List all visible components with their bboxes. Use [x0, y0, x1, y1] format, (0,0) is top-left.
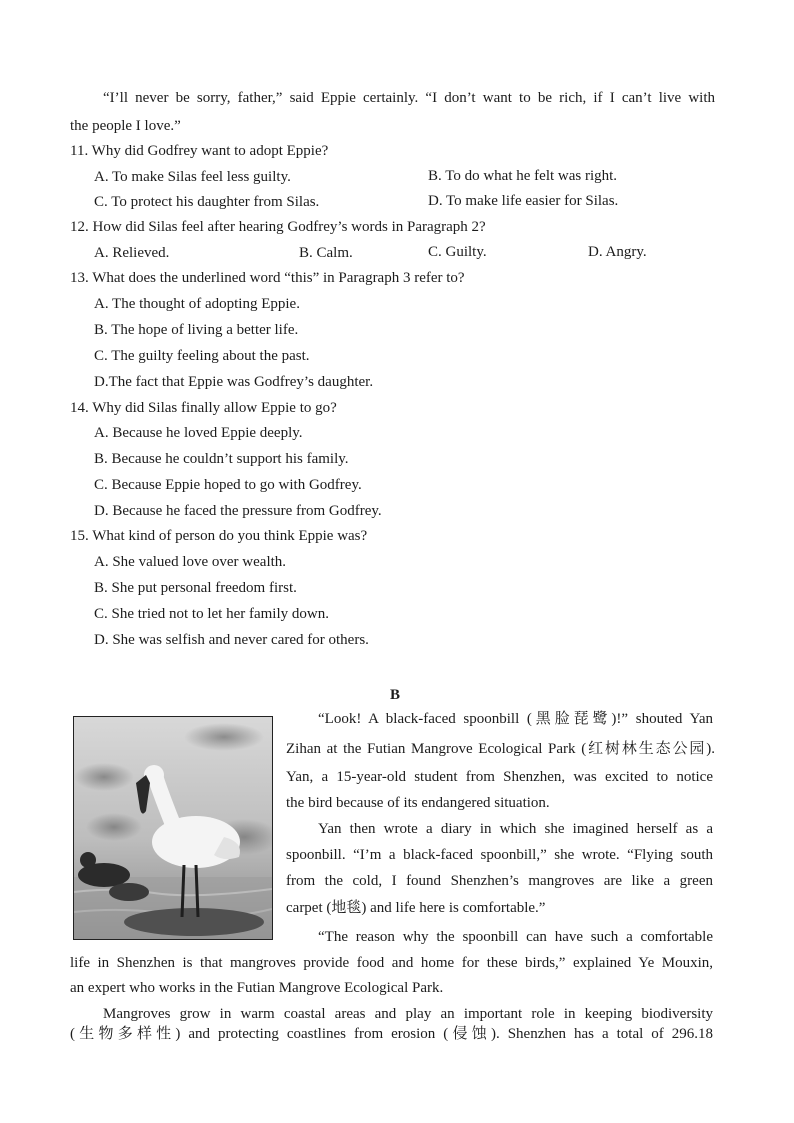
section-b-line-6: spoonbill. “I’m a black-faced spoonbill,” she wrote. “Flying south [286, 847, 713, 863]
section-b-line-4: the bird because of its endangered situation. [286, 795, 550, 811]
q15-option-a: A. She valued love over wealth. [94, 554, 287, 570]
q14-option-b: B. Because he couldn’t support his family. [94, 451, 349, 467]
q13-option-c: C. The guilty feeling about the past. [94, 348, 310, 364]
q12-option-c: C. Guilty. [428, 244, 487, 260]
question-14-stem: 14. Why did Silas finally allow Eppie to go? [70, 400, 337, 416]
section-b-line-12: Mangroves grow in warm coastal areas and play an important role in keeping biodiversity [103, 1006, 713, 1022]
section-b-line-10: life in Shenzhen is that mangroves provide food and home for these birds,” explained Ye Mouxin, [70, 955, 713, 971]
q11-option-a: A. To make Silas feel less guilty. [94, 169, 291, 185]
section-b-line-13: (生物多样性) and protecting coastlines from erosion (侵蚀). Shenzhen has a total of 296.18 [70, 1026, 713, 1042]
q12-option-b: B. Calm. [299, 245, 353, 261]
q15-option-c: C. She tried not to let her family down. [94, 606, 329, 622]
passage-a-line-2: the people I love.” [70, 118, 181, 134]
section-b-line-5: Yan then wrote a diary in which she imagined herself as a [318, 821, 713, 837]
question-15-stem: 15. What kind of person do you think Eppie was? [70, 528, 368, 544]
q11-option-d: D. To make life easier for Silas. [428, 193, 619, 209]
section-b-line-7: from the cold, I found Shenzhen’s mangroves are like a green [286, 873, 713, 889]
question-13-stem: 13. What does the underlined word “this” in Paragraph 3 refer to? [70, 270, 465, 286]
q15-option-b: B. She put personal freedom first. [94, 580, 297, 596]
passage-a-line-1: “I’ll never be sorry, father,” said Eppie certainly. “I don’t want to be rich, if I can’t live with [103, 90, 715, 106]
q14-option-a: A. Because he loved Eppie deeply. [94, 425, 303, 441]
q13-option-d: D.The fact that Eppie was Godfrey’s daughter. [94, 374, 374, 390]
q14-option-d: D. Because he faced the pressure from Godfrey. [94, 503, 382, 519]
section-b-line-9: “The reason why the spoonbill can have such a comfortable [318, 929, 713, 945]
q11-option-c: C. To protect his daughter from Silas. [94, 194, 320, 210]
section-b-line-1: “Look! A black-faced spoonbill (黑脸琵鹭)!” shouted Yan [318, 711, 713, 727]
section-b-line-8: carpet (地毯) and life here is comfortable.” [286, 900, 546, 916]
q11-option-b: B. To do what he felt was right. [428, 168, 618, 184]
section-b-line-3: Yan, a 15-year-old student from Shenzhen, was excited to notice [286, 769, 713, 785]
section-b-heading: B [389, 687, 400, 703]
q13-option-b: B. The hope of living a better life. [94, 322, 299, 338]
q14-option-c: C. Because Eppie hoped to go with Godfrey. [94, 477, 362, 493]
question-12-stem: 12. How did Silas feel after hearing Godfrey’s words in Paragraph 2? [70, 219, 486, 235]
spoonbill-photo [73, 716, 273, 940]
q12-option-d: D. Angry. [588, 244, 647, 260]
question-11-stem: 11. Why did Godfrey want to adopt Eppie? [70, 143, 329, 159]
q12-option-a: A. Relieved. [94, 245, 170, 261]
q15-option-d: D. She was selfish and never cared for others. [94, 632, 369, 648]
q13-option-a: A. The thought of adopting Eppie. [94, 296, 300, 312]
section-b-line-2: Zihan at the Futian Mangrove Ecological Park (红树林生态公园). [286, 741, 715, 757]
section-b-line-11: an expert who works in the Futian Mangrove Ecological Park. [70, 980, 444, 996]
